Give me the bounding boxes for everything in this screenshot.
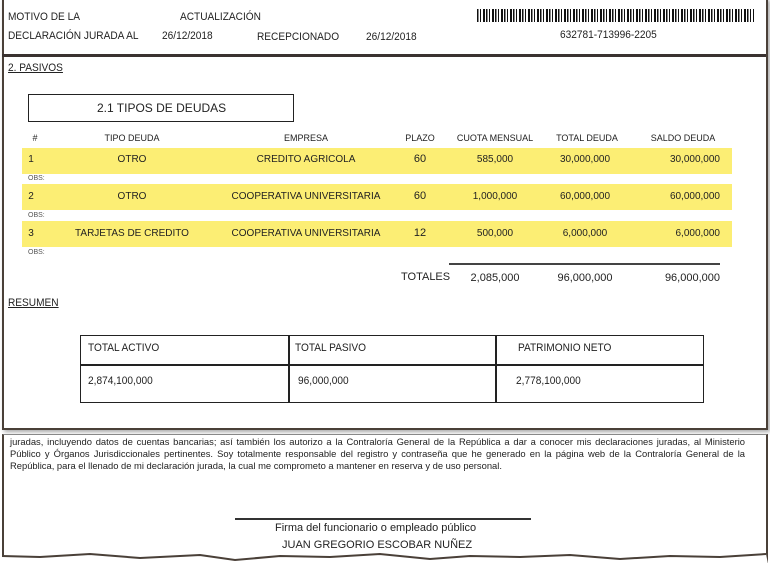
row-cuota: 500,000 (476, 228, 514, 239)
resumen-col-divider (288, 336, 290, 402)
col-header-cuota: CUOTA MENSUAL (456, 133, 534, 143)
legal-text: juradas, incluyendo datos de cuentas bancarias; así también los autorizo a la Contraloría General de la República a dar a conocer mis declaraciones juradas, al Ministerio Público y Órganos Jurisdiccionales pertinentes. Soy totalmente responsable del registro y contraseña que he generado en la página web de la Contraloría General de la República, para el llenado de mi declaración jurada, la cual me comprometo a mantener en reserva y de uso personal. (10, 436, 745, 471)
row-saldo: 6,000,000 (675, 228, 720, 239)
section-title: 2. PASIVOS (8, 62, 63, 74)
col-header-tipo: TIPO DEUDA (104, 133, 160, 143)
row-obs: OBS: (28, 175, 45, 182)
row-tipo: TARJETAS DE CREDITO (75, 228, 189, 239)
row-saldo: 60,000,000 (669, 191, 720, 202)
row-empresa: COOPERATIVA UNIVERSITARIA (231, 191, 381, 202)
row-obs: OBS: (28, 212, 45, 219)
row-total: 6,000,000 (562, 228, 608, 239)
row-obs: OBS: (28, 249, 45, 256)
row-total: 30,000,000 (559, 154, 611, 165)
row-empresa: CREDITO AGRICOLA (256, 154, 356, 165)
barcode (477, 9, 754, 22)
totals-total: 96,000,000 (557, 272, 613, 284)
totals-cuota: 2,085,000 (470, 272, 520, 284)
recepcionado-date: 26/12/2018 (366, 31, 417, 43)
col-header-num: # (32, 133, 38, 143)
totals-rule (449, 263, 720, 265)
declaracion-date: 26/12/2018 (162, 30, 213, 42)
resumen-header-pasivo: TOTAL PASIVO (295, 342, 367, 354)
subsection-title: 2.1 TIPOS DE DEUDAS (97, 101, 227, 115)
col-header-plazo: PLAZO (405, 133, 435, 143)
row-tipo: OTRO (117, 154, 147, 165)
row-num: 2 (28, 191, 34, 202)
col-header-empresa: EMPRESA (283, 133, 329, 143)
motivo-label: MOTIVO DE LA (8, 11, 80, 23)
row-tipo: OTRO (117, 191, 147, 202)
resumen-header-activo: TOTAL ACTIVO (88, 342, 160, 354)
resumen-title: RESUMEN (8, 297, 59, 309)
row-plazo: 12 (413, 227, 427, 239)
row-cuota: 1,000,000 (472, 191, 518, 202)
row-plazo: 60 (413, 190, 427, 202)
col-header-total: TOTAL DEUDA (556, 133, 618, 143)
row-plazo: 60 (413, 153, 427, 165)
row-cuota: 585,000 (476, 154, 514, 165)
signature-line (235, 518, 531, 520)
totals-label: TOTALES (401, 271, 451, 283)
signatory-name: JUAN GREGORIO ESCOBAR NUÑEZ (282, 539, 473, 551)
motivo-value: ACTUALIZACIÓN (180, 11, 261, 23)
row-saldo: 30,000,000 (669, 154, 720, 165)
row-total: 60,000,000 (559, 191, 611, 202)
torn-edge (0, 548, 770, 574)
header-divider (2, 54, 766, 57)
resumen-value-patrimonio: 2,778,100,000 (516, 375, 581, 387)
signature-label: Firma del funcionario o empleado público (275, 522, 477, 534)
col-header-saldo: SALDO DEUDA (650, 133, 716, 143)
barcode-number: 632781-713996-2205 (560, 29, 657, 41)
recepcionado-label: RECEPCIONADO (257, 31, 340, 43)
row-num: 3 (28, 228, 34, 239)
resumen-divider (81, 364, 703, 366)
totals-saldo: 96,000,000 (664, 272, 720, 284)
resumen-value-pasivo: 96,000,000 (298, 375, 349, 387)
resumen-col-divider (495, 336, 497, 402)
resumen-value-activo: 2,874,100,000 (88, 375, 153, 387)
row-num: 1 (28, 154, 34, 165)
declaracion-label: DECLARACIÓN JURADA AL (8, 30, 139, 42)
resumen-header-patrimonio: PATRIMONIO NETO (518, 342, 612, 354)
row-empresa: COOPERATIVA UNIVERSITARIA (231, 228, 381, 239)
